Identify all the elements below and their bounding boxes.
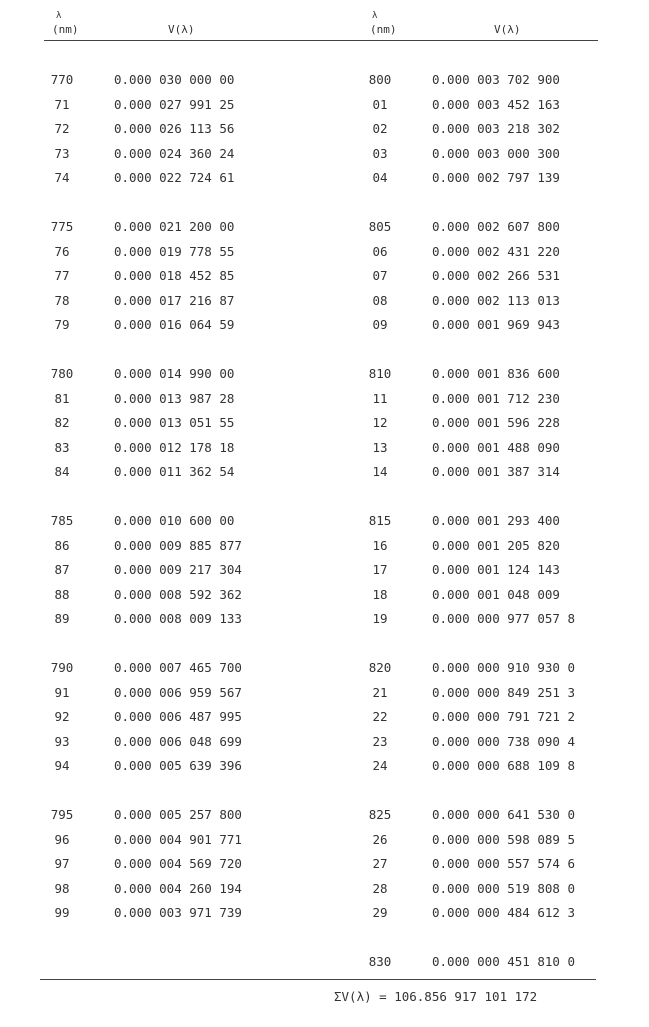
wavelength-cell: 795 <box>50 807 74 822</box>
wavelength-cell: 27 <box>372 856 388 871</box>
wavelength-cell: 79 <box>54 317 70 332</box>
value-cell: 0.000 018 452 85 <box>114 268 235 283</box>
value-cell: 0.000 024 360 24 <box>114 145 235 161</box>
wavelength-cell: 13 <box>372 439 388 455</box>
value-cell: 0.000 000 484 612 3 <box>432 905 575 920</box>
value-cell: 0.000 030 000 00 <box>114 72 235 87</box>
value-cell: 0.000 013 987 28 <box>114 390 235 406</box>
value-cell: 0.000 006 959 567 <box>114 684 242 700</box>
value-cell: 0.000 002 607 800 <box>432 219 560 234</box>
value-cell: 0.000 014 990 00 <box>114 366 235 381</box>
wavelength-cell: 24 <box>372 758 388 773</box>
wavelength-cell: 78 <box>54 292 70 308</box>
wavelength-cell: 77 <box>54 268 70 283</box>
wavelength-cell: 820 <box>368 660 392 675</box>
sum-total: ΣV(λ) = 106.856 917 101 172 <box>334 989 538 1004</box>
wavelength-cell: 28 <box>372 880 388 896</box>
value-cell: 0.000 004 901 771 <box>114 831 242 847</box>
value-cell: 0.000 001 969 943 <box>432 317 560 332</box>
wavelength-cell: 810 <box>368 366 392 381</box>
wavelength-cell: 02 <box>372 121 388 136</box>
wavelength-cell: 82 <box>54 415 70 430</box>
wavelength-cell: 790 <box>50 660 74 675</box>
wavelength-cell: 96 <box>54 831 70 847</box>
value-cell: 0.000 009 885 877 <box>114 537 242 553</box>
value-cell: 0.000 026 113 56 <box>114 121 235 136</box>
wavelength-cell: 83 <box>54 439 70 455</box>
value-cell: 0.000 001 387 314 <box>432 464 560 479</box>
wavelength-cell: 17 <box>372 562 388 577</box>
nm-header-left: (nm) <box>52 23 79 36</box>
wavelength-cell: 775 <box>50 219 74 234</box>
value-cell: 0.000 001 293 400 <box>432 513 560 528</box>
value-cell: 0.000 004 569 720 <box>114 856 242 871</box>
wavelength-cell: 805 <box>368 219 392 234</box>
value-cell: 0.000 003 971 739 <box>114 905 242 920</box>
wavelength-cell: 09 <box>372 317 388 332</box>
wavelength-cell: 825 <box>368 807 392 822</box>
lambda-header-left: λ <box>56 11 62 21</box>
value-cell: 0.000 016 064 59 <box>114 317 235 332</box>
value-cell: 0.000 001 048 009 <box>432 586 560 602</box>
wavelength-cell: 770 <box>50 72 74 87</box>
value-cell: 0.000 022 724 61 <box>114 170 235 185</box>
wavelength-cell: 97 <box>54 856 70 871</box>
wavelength-cell: 21 <box>372 684 388 700</box>
value-cell: 0.000 000 451 810 0 <box>432 954 575 969</box>
value-cell: 0.000 001 596 228 <box>432 415 560 430</box>
wavelength-cell: 815 <box>368 513 392 528</box>
value-cell: 0.000 021 200 00 <box>114 219 235 234</box>
wavelength-cell: 23 <box>372 733 388 749</box>
wavelength-cell: 71 <box>54 96 70 112</box>
wavelength-cell: 19 <box>372 611 388 626</box>
wavelength-cell: 99 <box>54 905 70 920</box>
wavelength-cell: 94 <box>54 758 70 773</box>
nm-header-right: (nm) <box>370 23 397 36</box>
value-cell: 0.000 003 702 900 <box>432 72 560 87</box>
wavelength-cell: 88 <box>54 586 70 602</box>
value-cell: 0.000 004 260 194 <box>114 880 242 896</box>
value-cell: 0.000 002 113 013 <box>432 292 560 308</box>
value-cell: 0.000 006 487 995 <box>114 709 242 724</box>
wavelength-cell: 12 <box>372 415 388 430</box>
value-cell: 0.000 017 216 87 <box>114 292 235 308</box>
v-header-left: V(λ) <box>168 23 195 36</box>
value-cell: 0.000 012 178 18 <box>114 439 235 455</box>
wavelength-cell: 86 <box>54 537 70 553</box>
wavelength-cell: 14 <box>372 464 388 479</box>
wavelength-cell: 89 <box>54 611 70 626</box>
value-cell: 0.000 003 000 300 <box>432 145 560 161</box>
value-cell: 0.000 000 688 109 8 <box>432 758 575 773</box>
wavelength-cell: 87 <box>54 562 70 577</box>
value-cell: 0.000 009 217 304 <box>114 562 242 577</box>
value-cell: 0.000 007 465 700 <box>114 660 242 675</box>
value-cell: 0.000 000 910 930 0 <box>432 660 575 675</box>
value-cell: 0.000 019 778 55 <box>114 243 235 259</box>
wavelength-cell: 98 <box>54 880 70 896</box>
value-cell: 0.000 005 257 800 <box>114 807 242 822</box>
wavelength-cell: 06 <box>372 243 388 259</box>
value-cell: 0.000 011 362 54 <box>114 464 235 479</box>
value-cell: 0.000 027 991 25 <box>114 96 235 112</box>
value-cell: 0.000 001 488 090 <box>432 439 560 455</box>
wavelength-cell: 81 <box>54 390 70 406</box>
value-cell: 0.000 000 598 089 5 <box>432 831 575 847</box>
value-cell: 0.000 002 266 531 <box>432 268 560 283</box>
wavelength-cell: 08 <box>372 292 388 308</box>
wavelength-cell: 04 <box>372 170 388 185</box>
wavelength-cell: 93 <box>54 733 70 749</box>
wavelength-cell: 74 <box>54 170 70 185</box>
value-cell: 0.000 002 797 139 <box>432 170 560 185</box>
wavelength-cell: 01 <box>372 96 388 112</box>
value-cell: 0.000 001 712 230 <box>432 390 560 406</box>
wavelength-cell: 72 <box>54 121 70 136</box>
wavelength-cell: 91 <box>54 684 70 700</box>
value-cell: 0.000 010 600 00 <box>114 513 235 528</box>
wavelength-cell: 73 <box>54 145 70 161</box>
wavelength-cell: 26 <box>372 831 388 847</box>
value-cell: 0.000 008 009 133 <box>114 611 242 626</box>
value-cell: 0.000 001 836 600 <box>432 366 560 381</box>
value-cell: 0.000 000 791 721 2 <box>432 709 575 724</box>
wavelength-cell: 29 <box>372 905 388 920</box>
wavelength-cell: 785 <box>50 513 74 528</box>
value-cell: 0.000 000 557 574 6 <box>432 856 575 871</box>
wavelength-cell: 84 <box>54 464 70 479</box>
wavelength-cell: 92 <box>54 709 70 724</box>
value-cell: 0.000 013 051 55 <box>114 415 235 430</box>
value-cell: 0.000 001 124 143 <box>432 562 560 577</box>
value-cell: 0.000 008 592 362 <box>114 586 242 602</box>
value-cell: 0.000 005 639 396 <box>114 758 242 773</box>
value-cell: 0.000 000 519 808 0 <box>432 880 575 896</box>
value-cell: 0.000 000 977 057 8 <box>432 611 575 626</box>
header-rule <box>44 40 598 41</box>
wavelength-cell: 22 <box>372 709 388 724</box>
value-cell: 0.000 003 452 163 <box>432 96 560 112</box>
value-cell: 0.000 001 205 820 <box>432 537 560 553</box>
value-cell: 0.000 000 738 090 4 <box>432 733 575 749</box>
value-cell: 0.000 000 849 251 3 <box>432 684 575 700</box>
footer-rule <box>40 979 596 980</box>
value-cell: 0.000 006 048 699 <box>114 733 242 749</box>
wavelength-cell: 76 <box>54 243 70 259</box>
wavelength-cell: 07 <box>372 268 388 283</box>
wavelength-cell: 11 <box>372 390 388 406</box>
wavelength-cell: 830 <box>368 954 392 969</box>
wavelength-cell: 18 <box>372 586 388 602</box>
wavelength-cell: 03 <box>372 145 388 161</box>
lambda-header-right: λ <box>372 11 378 21</box>
value-cell: 0.000 002 431 220 <box>432 243 560 259</box>
wavelength-cell: 780 <box>50 366 74 381</box>
value-cell: 0.000 000 641 530 0 <box>432 807 575 822</box>
wavelength-cell: 800 <box>368 72 392 87</box>
value-cell: 0.000 003 218 302 <box>432 121 560 136</box>
v-header-right: V(λ) <box>494 23 521 36</box>
wavelength-cell: 16 <box>372 537 388 553</box>
